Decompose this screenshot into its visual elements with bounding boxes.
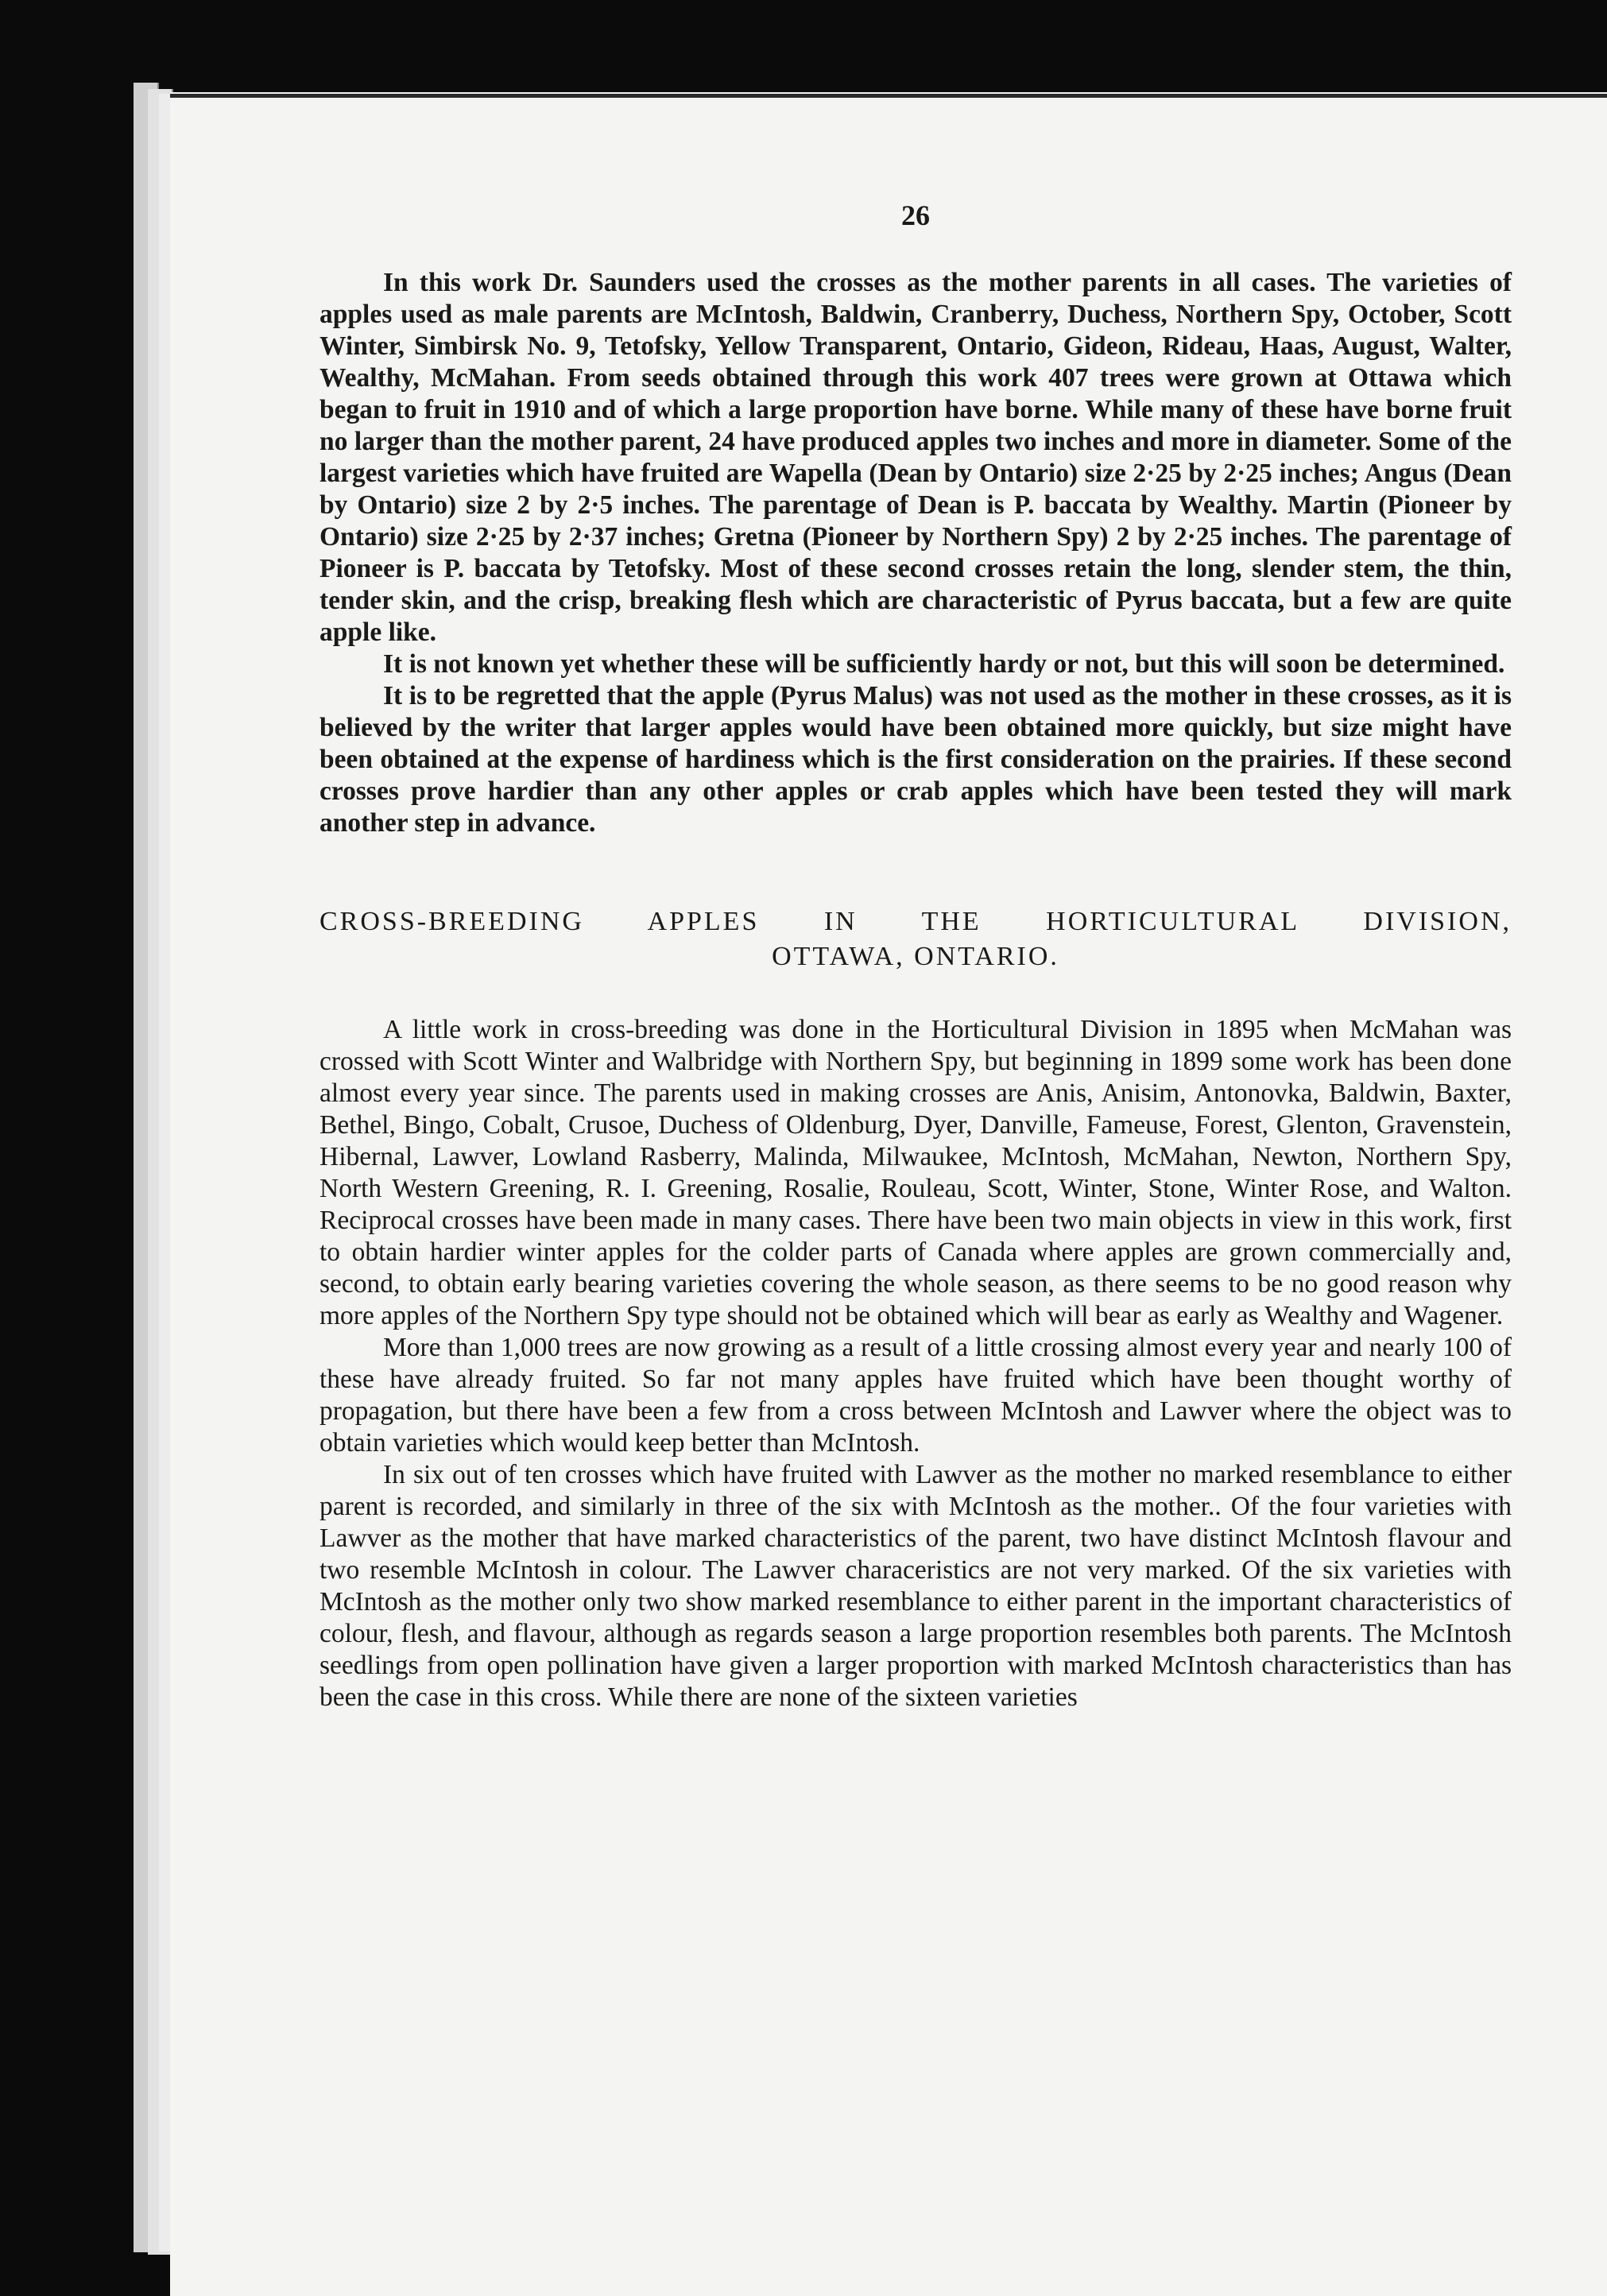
heading-line-2: OTTAWA, ONTARIO. [772, 942, 1059, 971]
top-rule [170, 94, 1607, 98]
section-2 [319, 1014, 1512, 1713]
paragraph: It is to be regretted that the apple (Pyrus Malus) was not used as the mother in these crosses, as it is believed by the writer that larger apples would have been obtained more quickly, but size might have been obtained at the expense of hardiness which is the first consideration on the prairies. If these second crosses prove hardier than any other apples or crab apples which have been tested they will mark another step in advance. [319, 681, 1512, 838]
paragraph: A little work in cross-breeding was done in the Horticultural Division in 1895 when McMahan was crossed with Scott Winter and Walbridge with Northern Spy, but beginning in 1899 some work has been done almost every year since. The parents used in making crosses are Anis, Anisim, Antonovka, Baldwin, Baxter, Bethel, Bingo, Cobalt, Crusoe, Duchess of Oldenburg, Dyer, Danville, Fameuse, Forest, Glenton, Gravenstein, Hibernal, Lawver, Lowland Rasberry, Malinda, Milwaukee, McIntosh, McMahan, Newton, Northern Spy, North Western Greening, R. I. Greening, Rosalie, Rouleau, Scott, Winter, Stone, Winter Rose, and Walton. Reciprocal crosses have been made in many cases. There have been two main objects in view in this work, first to obtain hardier winter apples for the colder parts of Canada where apples are grown commercially and, second, to obtain early bearing varieties covering the whole season, as there seems to be no good reason why more apples of the Northern Spy type should not be obtained which will bear as early as Wealthy and Wagener. [319, 1015, 1512, 1330]
paragraph: More than 1,000 trees are now growing as a result of a little crossing almost every year and nearly 100 of these have already fruited. So far not many apples have fruited which have been thought worthy of propagation, but there have been a few from a cross between McIntosh and Lawver where the object was to obtain varieties which would keep better than McIntosh. [319, 1333, 1512, 1458]
page-number: 26 [901, 199, 930, 231]
page-content [319, 159, 1512, 1713]
section-heading [319, 904, 1512, 974]
section-1 [319, 267, 1512, 839]
paragraph: It is not known yet whether these will be sufficiently hardy or not, but this will soon be determined. [383, 649, 1505, 679]
paragraph: In this work Dr. Saunders used the crosses as the mother parents in all cases. The varieties of apples used as male parents are McIntosh, Baldwin, Cranberry, Duchess, Northern Spy, October, Scott Winter, Simbirsk No. 9, Tetofsky, Yellow Transparent, Ontario, Gideon, Rideau, Haas, August, Walter, Wealthy, McMahan. From seeds obtained through this work 407 trees were grown at Ottawa which began to fruit in 1910 and of which a large proportion have borne. While many of these have borne fruit no larger than the mother parent, 24 have produced apples two inches and more in diameter. Some of the largest varieties which have fruited are Wapella (Dean by Ontario) size 2·25 by 2·25 inches; Angus (Dean by Ontario) size 2 by 2·5 inches. The parentage of Dean is P. baccata by Wealthy. Martin (Pioneer by Ontario) size 2·25 by 2·37 inches; Gretna (Pioneer by Northern Spy) 2 by 2·25 inches. The parentage of Pioneer is P. baccata by Tetofsky. Most of these second crosses retain the long, slender stem, the thin, tender skin, and the crisp, breaking flesh which are characteristic of Pyrus baccata, but a few are quite apple like. [319, 268, 1512, 647]
heading-line-1: CROSS-BREEDING APPLES IN THE HORTICULTURAL DIVISION, [319, 907, 1512, 936]
paragraph: In six out of ten crosses which have fruited with Lawver as the mother no marked resemblance to either parent is recorded, and similarly in three of the six with McIntosh as the mother.. Of the four varieties with Lawver as the mother that have marked characteristics of the parent, two have distinct McIntosh flavour and two resemble McIntosh in colour. The Lawver characeristics are not very marked. Of the six varieties with McIntosh as the mother only two show marked resemblance to either parent in the important characteristics of colour, flesh, and flavour, although as regards season a large proportion resembles both parents. The McIntosh seedlings from open pollination have given a larger proportion with marked McIntosh characteristics than has been the case in this cross. While there are none of the sixteen varieties [319, 1460, 1512, 1712]
